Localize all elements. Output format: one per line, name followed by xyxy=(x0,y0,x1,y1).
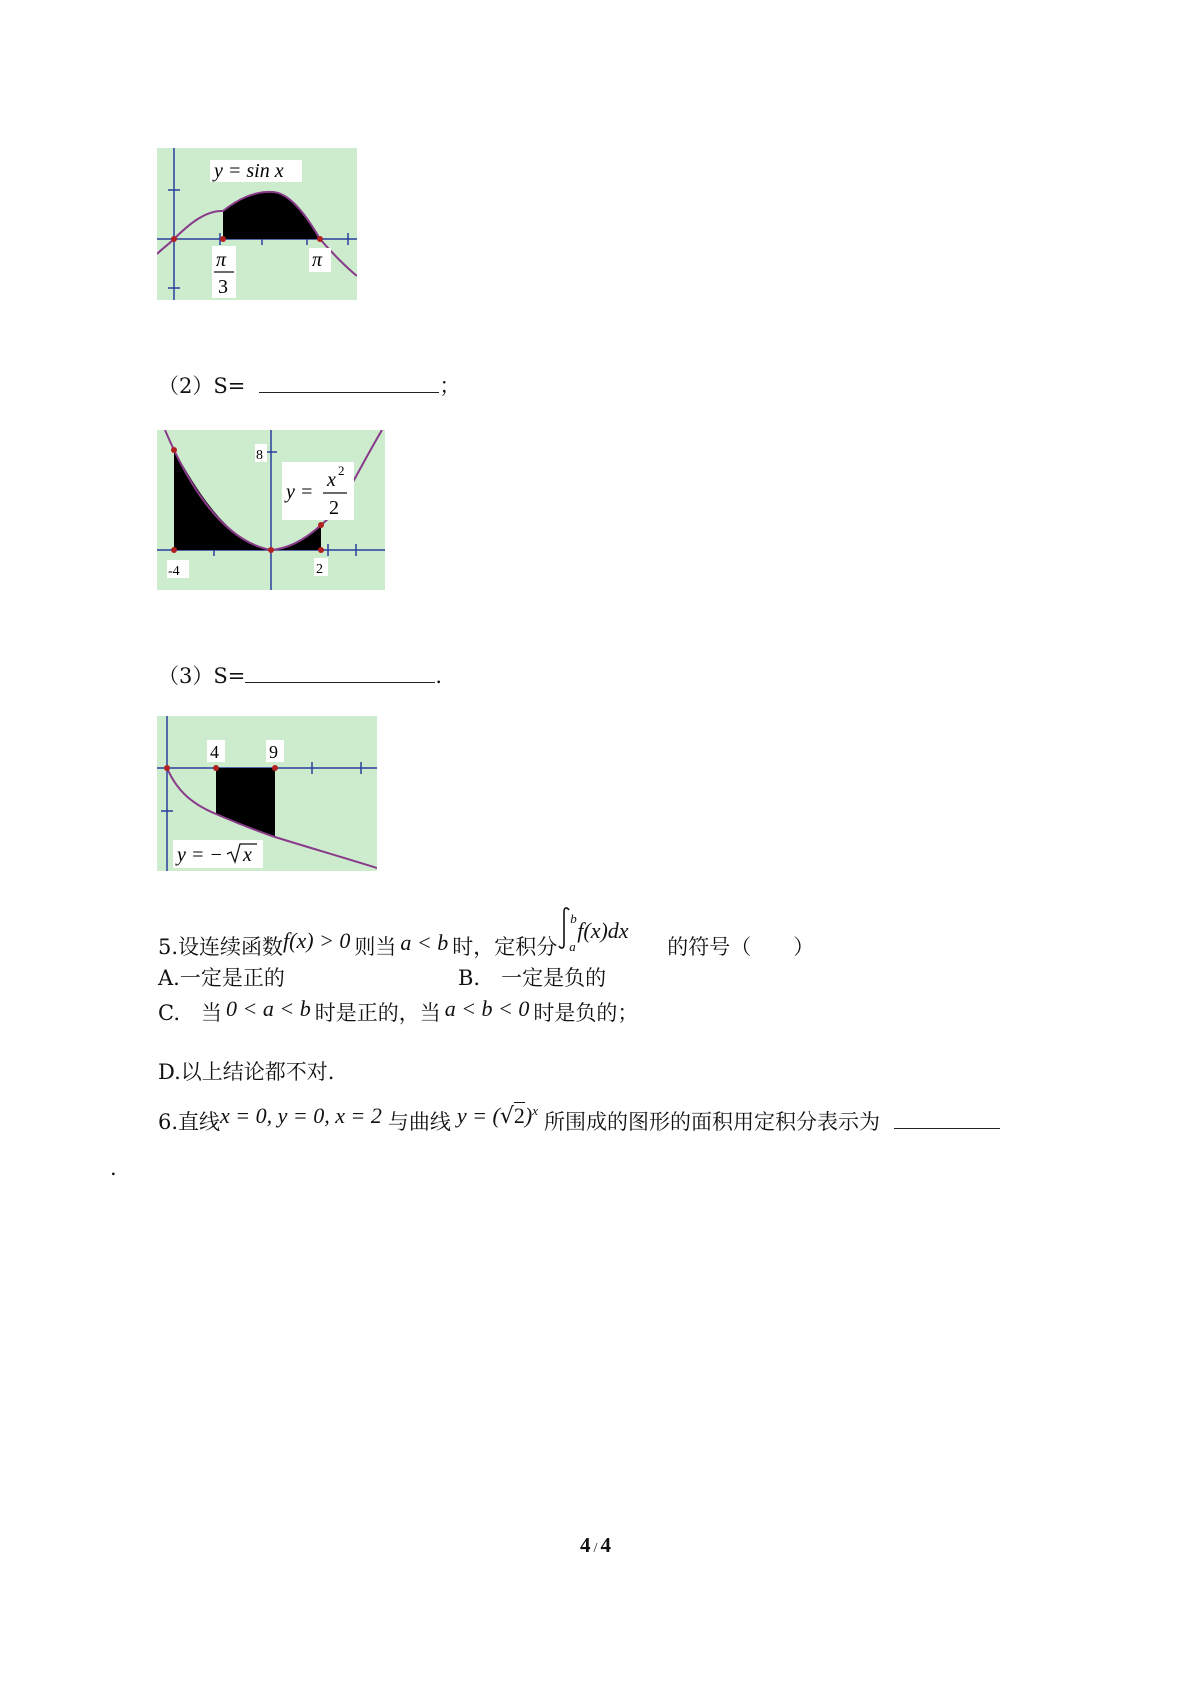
q6-suffix: 所围成的图形的面积用定积分表示为 xyxy=(543,1110,880,1134)
q5-condition-ab: a < b xyxy=(400,930,449,955)
page-current: 4 xyxy=(580,1533,591,1557)
fig2-label-lhs: y = xyxy=(286,481,314,503)
q5-condition-fx: f(x) > 0 xyxy=(283,928,351,953)
fig2-frac-num: x xyxy=(327,469,336,491)
q6-curve xyxy=(457,1104,538,1128)
q6-curve-lhs: y = ( xyxy=(456,1103,500,1128)
q3-answer-blank[interactable] xyxy=(245,662,435,683)
fig2-frac-exp: 2 xyxy=(338,463,345,478)
q5-mid2: 时，定积分 xyxy=(452,935,558,959)
page-total: 4 xyxy=(600,1533,611,1557)
question-6 xyxy=(158,1104,1000,1136)
q5-option-c-math1: 0 < a < b xyxy=(226,996,311,1021)
trailing-dot: . xyxy=(110,1156,117,1180)
q5-suffix: 的符号（ ） xyxy=(667,935,815,959)
fig3-tick-4: 4 xyxy=(210,742,219,762)
question-5-stem xyxy=(158,911,815,960)
q5-integrand: f(x)dx xyxy=(577,918,629,943)
figure-sin-area xyxy=(157,148,357,300)
q6-lines: x = 0, y = 0, x = 2 xyxy=(220,1103,382,1128)
q6-curve-exp: x xyxy=(532,1103,538,1118)
page-sep: / xyxy=(593,1541,598,1556)
fig2-frac-den: 2 xyxy=(329,497,339,519)
q5-option-c-b: 时是正的，当 xyxy=(314,1001,441,1025)
q6-curve-rad: 2 xyxy=(513,1103,525,1128)
q5-integral xyxy=(557,911,653,954)
q5-option-b[interactable] xyxy=(458,965,606,991)
fig2-y-tick: 8 xyxy=(256,448,263,463)
question-2 xyxy=(158,372,460,399)
fig2-x-left: -4 xyxy=(168,564,180,579)
fig1-tick-pi: π xyxy=(312,249,323,271)
q5-option-a[interactable] xyxy=(158,965,285,991)
fig3-label-rad: x xyxy=(243,844,252,866)
figure-sqrt-area xyxy=(157,716,377,871)
figure-parabola-area xyxy=(157,430,385,590)
q5-option-d-text: D.以上结论都不对. xyxy=(158,1060,335,1084)
q6-answer-blank[interactable] xyxy=(894,1108,1000,1129)
fig2-x-right: 2 xyxy=(316,562,323,577)
question-3 xyxy=(158,662,442,689)
q6-curve-rhs: ) xyxy=(524,1103,533,1128)
q5-prefix: 5.设连续函数 xyxy=(158,935,284,959)
fig3-label-lhs: y = − xyxy=(177,844,223,866)
fig1-tick-num: π xyxy=(216,249,227,271)
q5-int-lower: a xyxy=(569,939,576,954)
q5-option-c-c: 时是负的； xyxy=(533,1001,639,1025)
q2-suffix: ； xyxy=(439,374,461,398)
q6-prefix: 6.直线 xyxy=(158,1110,221,1134)
q5-option-b-text: B. 一定是负的 xyxy=(458,966,607,990)
fig1-curve-label: y = sin x xyxy=(214,160,284,182)
q5-option-c-math2: a < b < 0 xyxy=(444,996,530,1021)
q5-mid1: 则当 xyxy=(354,935,397,959)
q5-int-upper: b xyxy=(570,911,577,926)
q2-prefix: （2）S= xyxy=(158,374,246,398)
sqrt-icon: √ xyxy=(499,1104,514,1129)
q3-prefix: （3）S= xyxy=(158,664,246,688)
q6-mid: 与曲线 xyxy=(387,1110,451,1134)
q2-answer-blank[interactable] xyxy=(259,372,439,393)
q5-option-d[interactable] xyxy=(158,1059,334,1085)
q3-suffix: . xyxy=(435,664,443,688)
q5-option-a-text: A.一定是正的 xyxy=(158,966,285,990)
page-number xyxy=(0,1533,1191,1558)
fig1-tick-den: 3 xyxy=(218,276,228,298)
fig3-tick-9: 9 xyxy=(269,742,278,762)
q5-option-c[interactable] xyxy=(158,996,639,1026)
q5-option-c-a: C. 当 xyxy=(158,1001,222,1025)
